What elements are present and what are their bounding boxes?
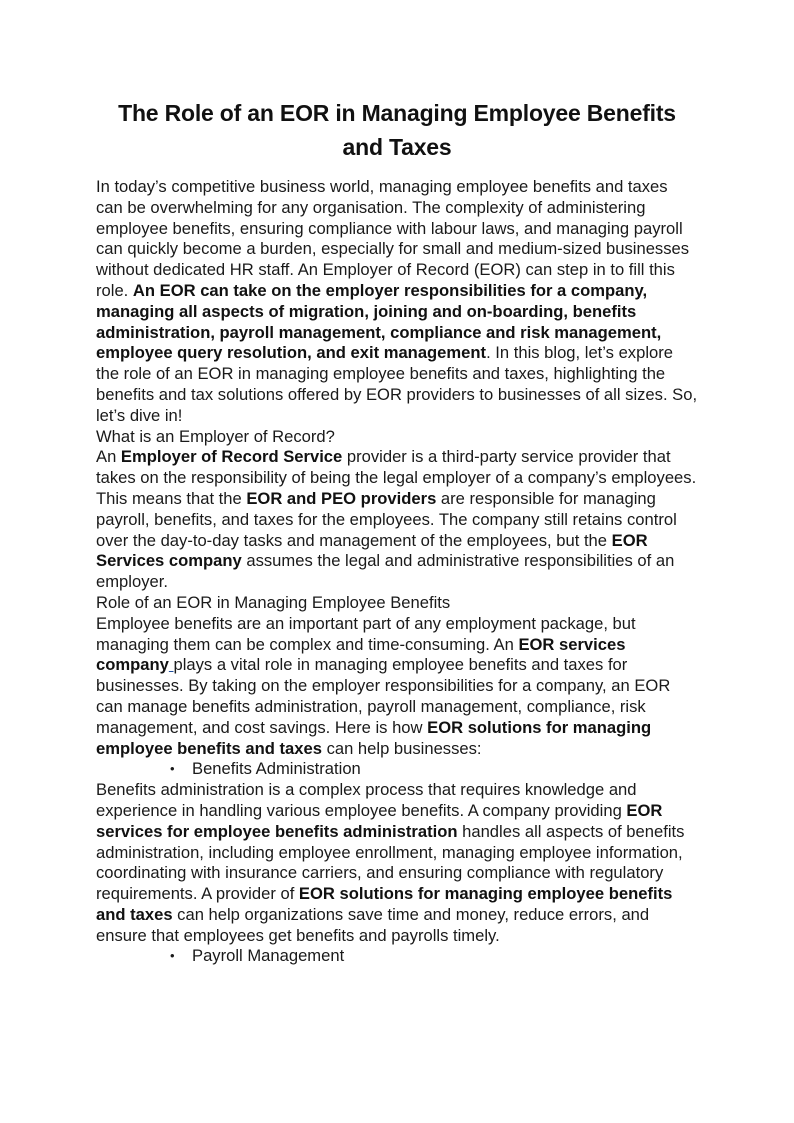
bullet-list-1 [96, 759, 698, 780]
section3-bold-2: EOR solutions for managing employee benefits and taxes [96, 884, 673, 924]
section1-text-4: assumes the legal and administrative responsibilities of an employer. [96, 551, 675, 592]
section2-heading: Role of an EOR in Managing Employee Benefits [96, 592, 451, 612]
section2-text-2: plays a vital role in managing employee benefits and taxes for businesses. By taking on the employer responsibilities for a company, an EOR can manage benefits administration, payroll management, compliance, risk management, and cost savings. Here is how [96, 655, 671, 737]
bullet-list-2 [96, 946, 698, 967]
bullet-benefits-administration: • Benefits Administration [192, 759, 698, 780]
section1-bold-1: Employer of Record Service [120, 447, 343, 467]
intro-paragraph [96, 177, 698, 427]
section2-text-1: Employee benefits are an important part of any employment package, but managing them can be complex and time-consuming. An [96, 613, 636, 654]
section1-paragraph [96, 447, 698, 593]
intro-text-2: . In this blog, let’s explore the role of an EOR in managing employee benefits and taxes, highlighting the benefits and tax solutions offered by EOR providers to businesses of all sizes. So, let’s dive in! [96, 343, 698, 425]
section1-text-3: are responsible for managing payroll, benefits, and taxes for the employees. The company still retains control over the day-to-day tasks and management of the employees, but the [96, 488, 677, 550]
document-body [96, 177, 698, 967]
section1-text-1: An [96, 447, 121, 467]
intro-bold-1: An EOR can take on the employer responsibilities for a company, managing all aspects of migration, joining and on-boarding, benefits administration, payroll management, compliance and risk management, employee query resolution, and exit management [96, 280, 662, 363]
section3-text-1: Benefits administration is a complex process that requires knowledge and experience in handling various employee benefits. A company providing [96, 780, 637, 820]
section3-bold-1: EOR services for employee benefits administration [96, 800, 663, 841]
section3-text-3: can help organizations save time and money, reduce errors, and ensure that employees get benefits and payrolls timely. [96, 904, 650, 945]
document-title: The Role of an EOR in Managing Employee Benefits and Taxes [118, 100, 676, 160]
section1-heading: What is an Employer of Record? [96, 426, 335, 446]
section3-text-2: handles all aspects of benefits administration, including employee enrollment, managing employee information, coordinating with insurance carriers, and ensuring compliance with regulatory requirements. A provider of [96, 821, 685, 904]
bullet-payroll-management: • Payroll Management [192, 946, 698, 967]
section1-text-2: provider is a third-party service provider that takes on the responsibility of being the legal employer of a company’s employees. This means that the [96, 447, 697, 508]
intro-text-1: In today’s competitive business world, managing employee benefits and taxes can be overwhelming for any organisation. The complexity of administering employee benefits, ensuring compliance with labour laws, and managing payroll can quickly become a burden, especially for small and medium-sized businesses without dedicated HR staff. An Employer of Record (EOR) can step in to fill this role. [96, 177, 690, 300]
section1-bold-2: EOR and PEO providers [246, 488, 437, 508]
section3-paragraph [96, 780, 698, 946]
section2-bold-1: EOR solutions for managing employee benefits and taxes [96, 717, 652, 758]
section1-bold-3: EOR Services company [96, 530, 648, 571]
section2-paragraph [96, 614, 698, 760]
section2-text-3: can help businesses: [321, 738, 482, 758]
eor-services-company-link[interactable]: EOR services company [96, 634, 626, 675]
